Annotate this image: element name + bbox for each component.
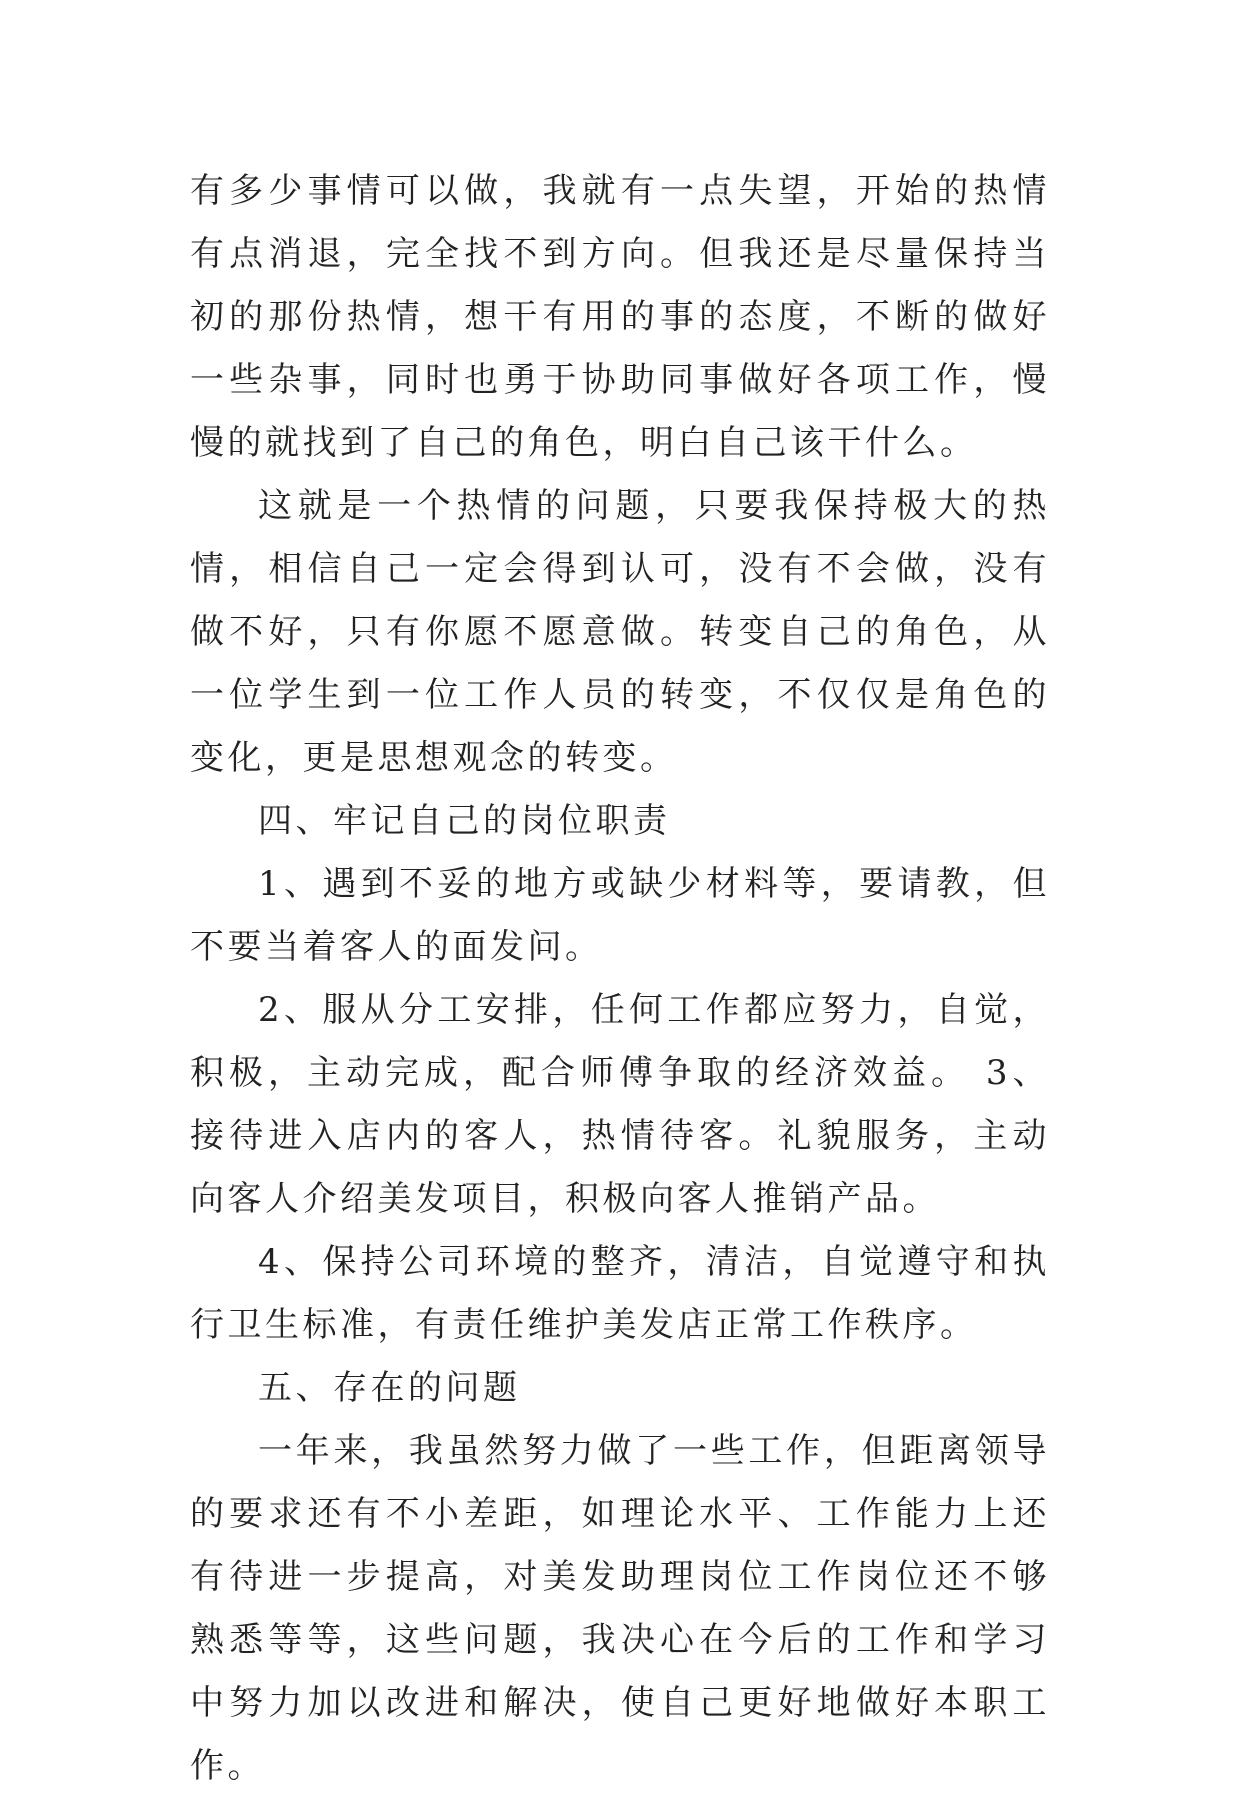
- section-heading-problems: 五、存在的问题: [258, 1368, 521, 1408]
- paragraph-duty-1: 1、遇到不妥的地方或缺少材料等，要请教，但不要当着客人的面发问。: [190, 864, 1050, 967]
- document-body: [190, 160, 1050, 1798]
- paragraph-problems: 一年来，我虽然努力做了一些工作，但距离领导的要求还有不小差距，如理论水平、工作能力上还有待进一步提高，对美发助理岗位工作岗位还不够熟悉等等，这些问题，我决心在今后的工作和学习中努力加以改进和解决，使自己更好地做好本职工作。: [190, 1431, 1050, 1786]
- paragraph-duty-4: 4、保持公司环境的整齐，清洁，自觉遵守和执行卫生标准，有责任维护美发店正常工作秩序。: [190, 1242, 1050, 1345]
- paragraph-intro: 有多少事情可以做，我就有一点失望，开始的热情有点消退，完全找不到方向。但我还是尽量保持当初的那份热情，想干有用的事的态度，不断的做好一些杂事，同时也勇于协助同事做好各项工作，慢慢的就找到了自己的角色，明白自己该干什么。: [190, 171, 1050, 463]
- section-heading-duties: 四、牢记自己的岗位职责: [258, 801, 671, 841]
- paragraph-enthusiasm: 这就是一个热情的问题，只要我保持极大的热情，相信自己一定会得到认可，没有不会做，没有做不好，只有你愿不愿意做。转变自己的角色，从一位学生到一位工作人员的转变，不仅仅是角色的变化，更是思想观念的转变。: [190, 486, 1050, 778]
- paragraph-duty-2-3: 2、服从分工安排，任何工作都应努力，自觉，积极，主动完成，配合师傅争取的经济效益。 3、接待进入店内的客人，热情待客。礼貌服务，主动向客人介绍美发项目，积极向客人推销产品。: [190, 990, 1050, 1219]
